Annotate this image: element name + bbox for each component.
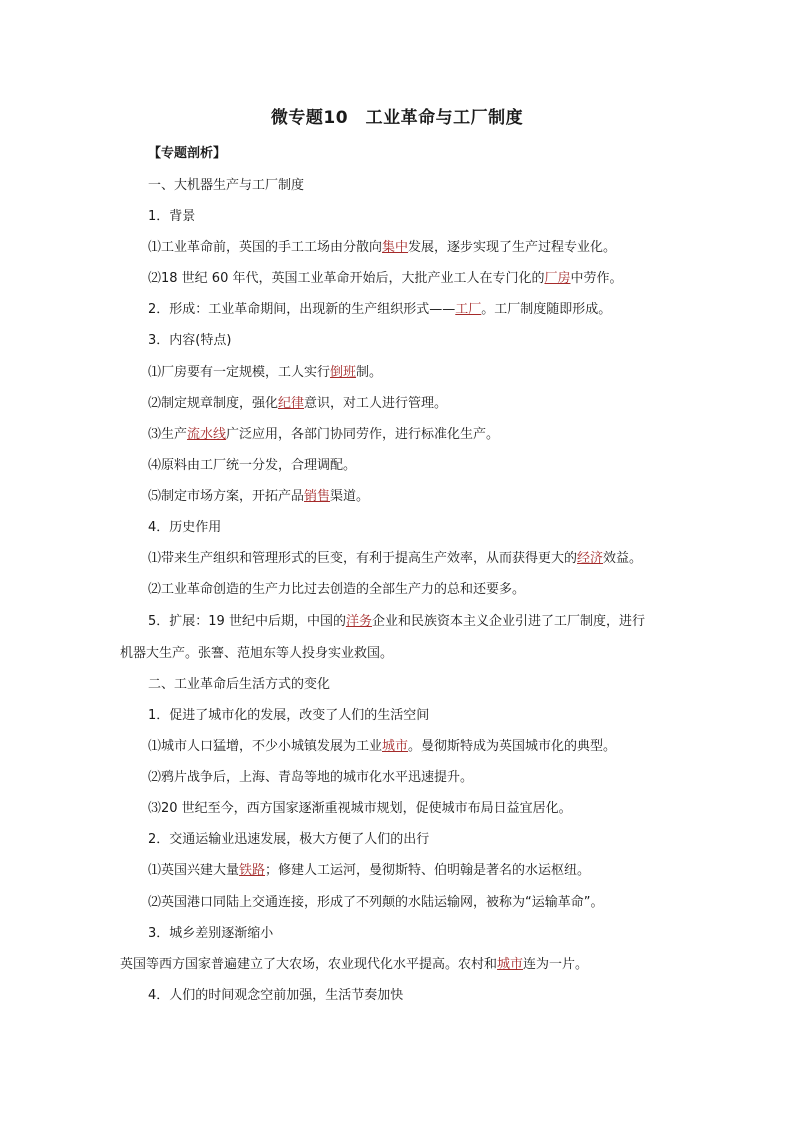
answer-keyword: 集中	[382, 240, 409, 255]
text-segment: 1．背景	[148, 209, 196, 224]
text-line	[148, 457, 688, 475]
text-line	[148, 270, 688, 288]
text-segment: 一、大机器生产与工厂制度	[148, 178, 305, 193]
text-line	[148, 925, 688, 943]
text-segment: ⑵制定规章制度，强化	[148, 396, 279, 411]
text-segment: 渠道。	[330, 489, 370, 504]
text-segment: 制。	[356, 365, 383, 380]
text-line	[148, 239, 688, 257]
text-segment: 2．交通运输业迅速发展，极大方便了人们的出行	[148, 832, 430, 847]
text-segment: 4．历史作用	[148, 520, 222, 535]
text-line	[148, 332, 688, 350]
answer-keyword: 城市	[497, 957, 524, 972]
text-segment: 广泛应用，各部门协同劳作，进行标准化生产。	[226, 427, 500, 442]
text-segment: 3．内容(特点)	[148, 333, 232, 348]
text-segment: ⑴带来生产组织和管理形式的巨变，有利于提高生产效率，从而获得更大的	[148, 551, 578, 566]
text-segment: 5．扩展：19 世纪中后期，中国的	[148, 614, 346, 629]
text-segment: 。工厂制度随即形成。	[481, 302, 612, 317]
text-line	[148, 364, 688, 382]
text-line	[148, 800, 688, 818]
text-segment: 【专题剖析】	[148, 146, 227, 161]
answer-keyword: 厂房	[544, 271, 571, 286]
text-segment: ⑶20 世纪至今，西方国家逐渐重视城市规划，促使城市布局日益宜居化。	[148, 801, 572, 816]
text-segment: ；修建人工运河，曼彻斯特、伯明翰是著名的水运枢纽。	[265, 863, 591, 878]
text-line	[148, 894, 688, 912]
answer-keyword: 城市	[382, 739, 409, 754]
text-segment: 连为一片。	[523, 957, 589, 972]
text-line	[148, 581, 688, 599]
text-segment: 机器大生产。张謇、范旭东等人投身实业救国。	[120, 646, 394, 661]
text-line	[120, 645, 660, 663]
answer-keyword: 流水线	[187, 427, 227, 442]
text-segment: ⑴工业革命前，英国的手工工场由分散向	[148, 240, 383, 255]
text-segment: ⑷原料由工厂统一分发，合理调配。	[148, 458, 357, 473]
text-segment: ⑴英国兴建大量	[148, 863, 240, 878]
text-segment: ⑵鸦片战争后，上海、青岛等地的城市化水平迅速提升。	[148, 770, 474, 785]
text-line	[148, 862, 688, 880]
answer-keyword: 倒班	[330, 365, 357, 380]
text-segment: 3．城乡差别逐渐缩小	[148, 926, 274, 941]
page-title: 微专题10 工业革命与工厂制度	[270, 108, 524, 128]
text-line	[148, 177, 688, 195]
answer-keyword: 纪律	[278, 396, 305, 411]
text-segment: 2．形成：工业革命期间，出现新的生产组织形式——	[148, 302, 456, 317]
text-line	[148, 676, 688, 694]
answer-keyword: 经济	[577, 551, 604, 566]
text-segment: ⑴厂房要有一定规模，工人实行	[148, 365, 331, 380]
text-line	[120, 956, 660, 974]
text-line	[148, 550, 688, 568]
text-line	[148, 301, 688, 319]
text-segment: ⑵工业革命创造的生产力比过去创造的全部生产力的总和还要多。	[148, 582, 526, 597]
text-segment: ⑵英国港口同陆上交通连接，形成了不列颠的水陆运输网，被称为“运输革命”。	[148, 895, 604, 910]
text-line	[148, 426, 688, 444]
text-segment: 4．人们的时间观念空前加强，生活节奏加快	[148, 988, 404, 1003]
text-line	[148, 738, 688, 756]
answer-keyword: 工厂	[455, 302, 482, 317]
text-segment: ⑵18 世纪 60 年代，英国工业革命开始后，大批产业工人在专门化的	[148, 271, 545, 286]
text-segment: 意识，对工人进行管理。	[304, 396, 448, 411]
answer-keyword: 销售	[304, 489, 331, 504]
text-segment: ⑶生产	[148, 427, 188, 442]
text-line	[148, 613, 688, 631]
answer-keyword: 洋务	[345, 614, 372, 629]
text-line	[148, 519, 688, 537]
text-segment: 发展，逐步实现了生产过程专业化。	[408, 240, 617, 255]
text-segment: 中劳作。	[570, 271, 623, 286]
text-line	[148, 208, 688, 226]
text-line	[148, 769, 688, 787]
text-segment: 效益。	[603, 551, 643, 566]
text-segment: 。曼彻斯特成为英国城市化的典型。	[408, 739, 617, 754]
text-segment: ⑴城市人口猛增，不少小城镇发展为工业	[148, 739, 383, 754]
answer-keyword: 铁路	[239, 863, 266, 878]
text-line	[148, 831, 688, 849]
text-segment: 二、工业革命后生活方式的变化	[148, 677, 331, 692]
text-segment: 1．促进了城市化的发展，改变了人们的生活空间	[148, 708, 430, 723]
text-segment: 企业和民族资本主义企业引进了工厂制度，进行	[371, 614, 645, 629]
text-line	[148, 395, 688, 413]
text-line	[148, 488, 688, 506]
text-line	[148, 707, 688, 725]
text-segment: 英国等西方国家普遍建立了大农场，农业现代化水平提高。农村和	[120, 957, 498, 972]
text-line	[148, 987, 688, 1005]
text-line	[148, 145, 688, 163]
text-segment: ⑸制定市场方案，开拓产品	[148, 489, 305, 504]
